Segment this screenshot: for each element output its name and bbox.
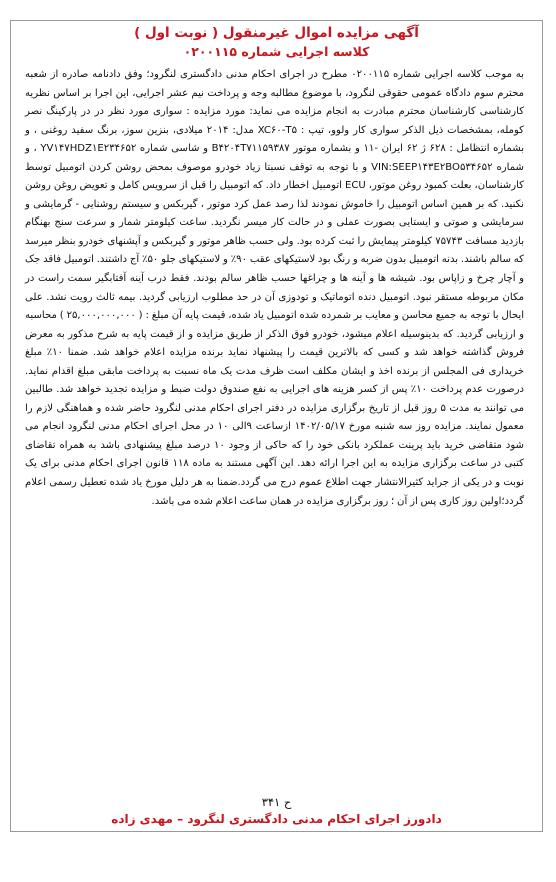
notice-frame: [10, 20, 543, 832]
case-number: کلاسه اجرایی شماره ۰۲۰۰۱۱۵: [183, 44, 370, 59]
notice-body: به موجب کلاسه اجرایی شماره ۰۲۰۰۱۱۵ مطرح در اجرای احکام مدنی دادگستری لنگرود؛ وفق دادنامه صادره از شعبه محترم سوم دادگاه عمومی حقوقی لنگرود، با موضوع مطالبه وجه و پرداخت نیم عشر اجرایی، این اجرا بر اساس نظریه کارشناسی کارشناسان محترم مبادرت به انجام مزایده می نماید: مورد مزایده : سواری مورد نظر در در پارکینگ نصر کومله، بمشخصات ذیل الذکر سواری کار ولوو، تیپ : XC۶۰-T۵ مدل: ۲۰۱۴ میلادی، بنزین سوز، برنگ سفید روغنی ، و بشماره انتظامل : ۶۲۸ ژ ۶۲ ایران -۱۱ و بشماره موتور B۴۲۰۴T۷۱۱۵۹۳۸۷ و شاسی شماره YV۱۴۷HDZ۱E۲۳۴۶۵۲ ، و شماره VIN:SEEP۱۴۳E۲BO۵۳۴۶۵۲ و با توجه به توقف نسبتا زیاد خودرو موصوف بمحض روشن کردن اتومبیل توسط کارشناسان، بعلت کمبود روغن موتور، ECU اتومبیل اخطار داد. که اتومبیل را قبل از سرویس کامل و تعویض روغن روشن نکنید. که بر همین اساس اتومبیل را خاموش نمودند لذا رصد عمل کرد موتور ، گیربکس و سیستم روشنایی - گرمایشی و سرمایشی و صوتی و ایستایی بصورت عملی و در حالت کار میسر نگردید. ساعت کیلومتر شمار و سرعت سنج بهنگام بازدید مسافت ۷۵۷۴۳ کیلومتر پیمایش را ثبت کرده بود. ولی حسب ظاهر موتور و گیربکس و آپشنهای خودرو بنظر میرسد که سالم باشند. بدنه اتومبیل بدون ضربه و رنگ بود لاستیکهای عقب ۹۰٪ و لاستیکهای جلو ۵۰٪ آج داشتند. اتومبیل فاقد جک و آچار چرخ و زاپاس بود. شیشه ها و آینه ها و چراغها حسب ظاهر سالم بودند. فقط درب آینه آفتابگیر سمت راست در مکان مربوطه مستقر نبود. اتومبیل دنده اتوماتیک و تودوزی آن در حد مطلوب ارزیابی گردید. بیمه ثالث رویت نشد. علی ایحال با توجه به جمیع محاسن و معایب بر شمرده شده اتومبیل یاد شده، قیمت پایه آن مبلغ : ( ۲۵,۰۰۰,۰۰۰,۰۰۰ ) محاسبه و ارزیابی گردید. که بدینوسیله اعلام میشود، خودرو فوق الذکر از طریق مزایده و از قیمت پایه به شرح مذکور به معرض فروش گذاشته خواهد شد و کسی که بالاترین قیمت را پیشنهاد نماید برنده مزایده اعلام خواهد شد. ضمنا ۱۰٪ مبلغ خریداری فی المجلس از برنده اخذ و ایشان مکلف است ظرف مدت یک ماه نسبت به پرداخت مابقی مبلغ اقدام نماید. درصورت عدم پرداخت ۱۰٪ پس از کسر هزینه های اجرایی به نفع صندوق دولت ضبط و مزایده تجدید خواهد شد. طالبین می توانند به مدت ۵ روز قبل از تاریخ برگزاری مزایده در دفتر اجرای احکام مدنی لنگرود حاضر شده و هماهنگی لازم را معمول نمایند. مزایده روز سه شنبه مورخ ۱۴۰۲/۰۵/۱۷ ازساعت ۹الی ۱۰ در محل اجرای احکام مدنی لنگرود انجام می شود متقاضی خرید باید پرینت عملکرد بانکی خود را که حاکی از وجود ۱۰ درصد مبلغ پیشنهادی باشد به همراه تقاضای کتبی در ساعت برگزاری مزایده به این اجرا ارائه دهد. این آگهی مستند به ماده ۱۱۸ قانون اجرای احکام مدنی برای یک نوبت و در یکی از جراید کثیرالانتشار جهت اطلاع عموم درج می گردد.ضمنا به هر دلیل مورخ یاد شده تعطیل رسمی اعلام گردد؛اولین روز کاری پس از آن ؛ روز برگزاری مزایده در همان ساعت اعلام شده می باشد.: [25, 69, 525, 507]
reference-code: ح ۳۴۱: [261, 795, 292, 809]
notice-headline: آگهی مزایده اموال غیرمنقول ( نوبت اول ): [134, 25, 419, 41]
signature-line: دادورز اجرای احکام مدنی دادگستری لنگرود – مهدی زاده: [111, 812, 442, 826]
